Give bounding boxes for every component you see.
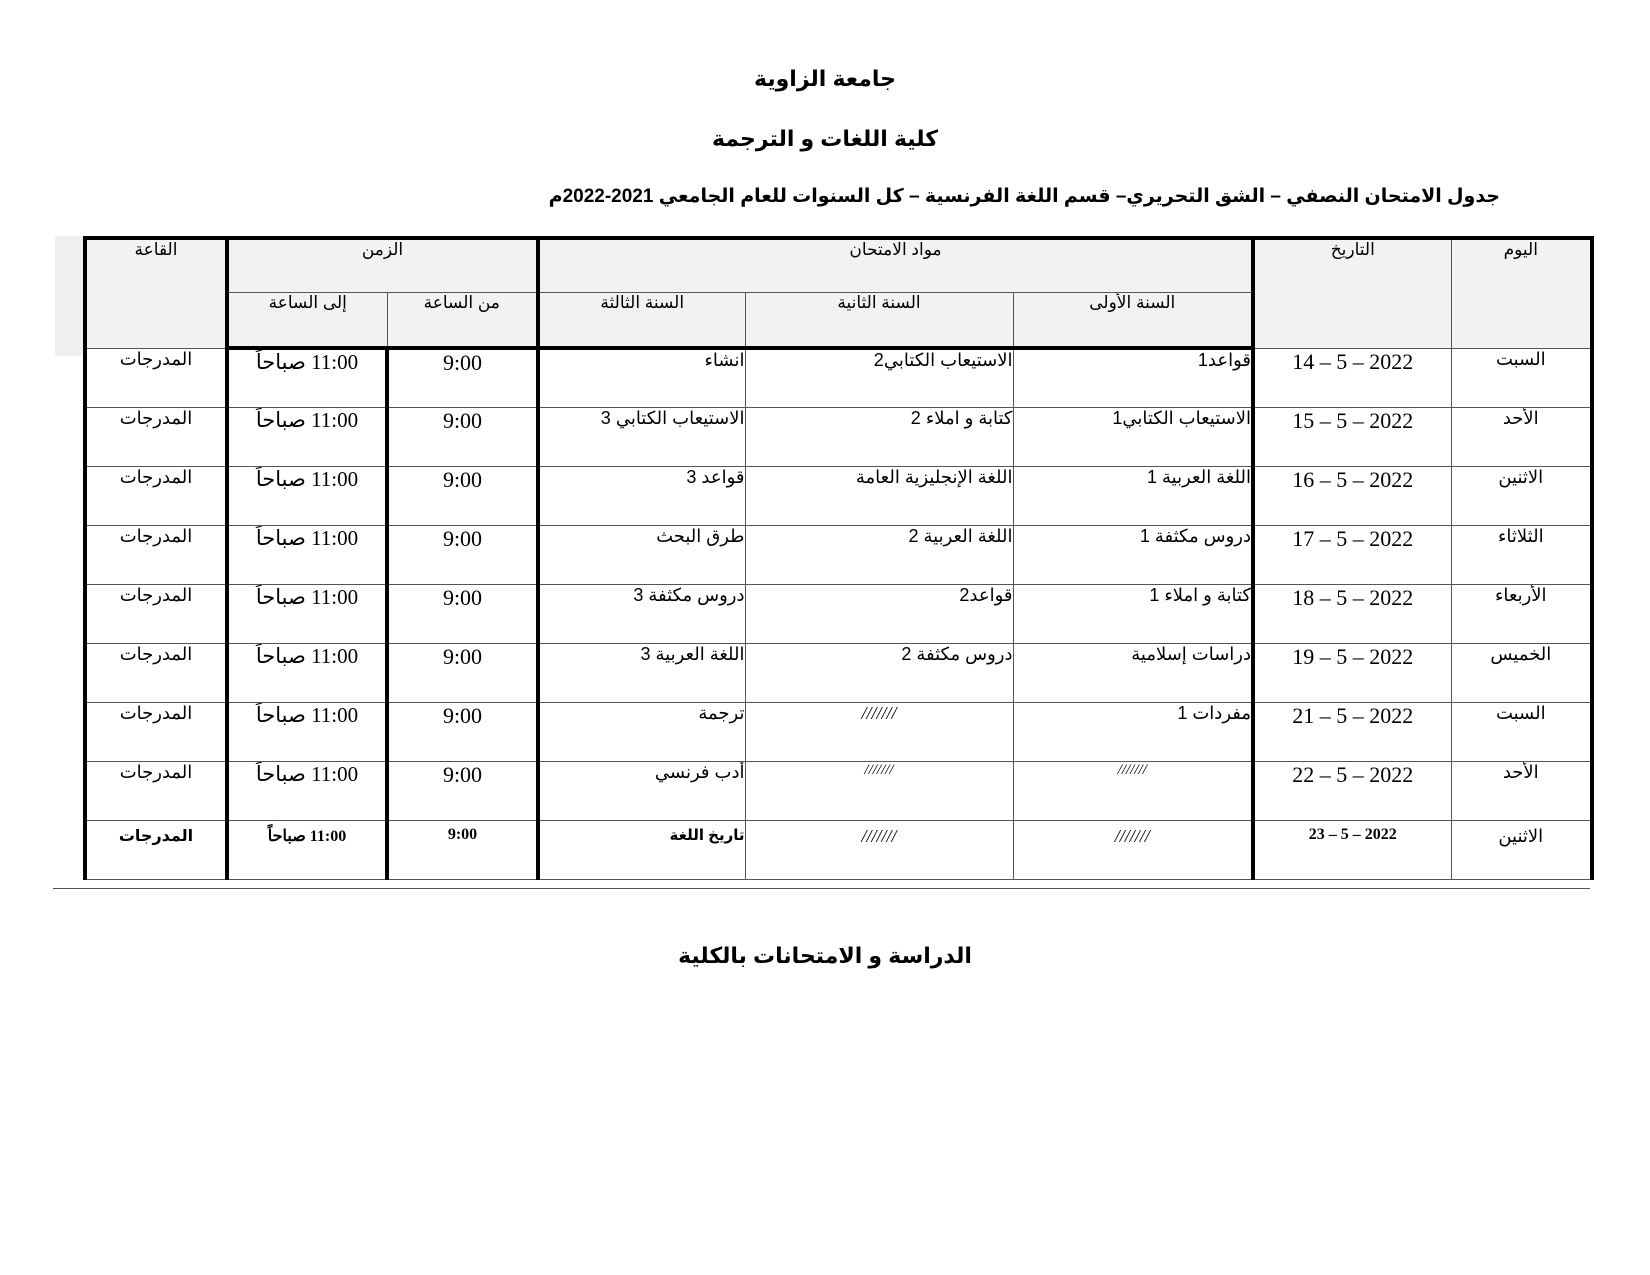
date-cell: 21 – 5 – 2022	[1253, 702, 1451, 761]
to-time-cell: 11:00 صباحاً	[227, 761, 387, 820]
header-year2: السنة الثانية	[745, 293, 1013, 349]
from-time-cell: 9:00	[387, 702, 538, 761]
year2-subject-cell: اللغة العربية 2	[745, 525, 1013, 584]
year2-subject-cell: دروس مكثفة 2	[745, 643, 1013, 702]
from-time-cell: 9:00	[387, 407, 538, 466]
table-row	[85, 525, 1592, 584]
year3-subject-cell: انشاء	[538, 348, 745, 407]
table-row	[85, 348, 1592, 407]
header-date: التاريخ	[1253, 238, 1451, 348]
year1-subject-cell: ///////	[1013, 820, 1253, 879]
table-row	[85, 820, 1592, 879]
to-time-cell: 11:00 صباحاً	[227, 584, 387, 643]
year3-subject-cell: الاستيعاب الكتابي 3	[538, 407, 745, 466]
year2-subject-cell: ///////	[745, 702, 1013, 761]
to-time-cell: 11:00 صباحاً	[227, 466, 387, 525]
day-cell: الثلاثاء	[1451, 525, 1592, 584]
header-subjects: مواد الامتحان	[538, 238, 1253, 293]
hall-cell: المدرجات	[85, 643, 227, 702]
header-from: من الساعة	[387, 293, 538, 349]
year3-subject-cell: طرق البحث	[538, 525, 745, 584]
day-cell: الاثنين	[1451, 820, 1592, 879]
day-cell: السبت	[1451, 348, 1592, 407]
year2-subject-cell: الاستيعاب الكتابي2	[745, 348, 1013, 407]
table-row	[85, 466, 1592, 525]
year3-subject-cell: دروس مكثفة 3	[538, 584, 745, 643]
year2-subject-cell: قواعد2	[745, 584, 1013, 643]
footer-text: الدراسة و الامتحانات بالكلية	[678, 943, 972, 968]
date-cell: 16 – 5 – 2022	[1253, 466, 1451, 525]
table-row	[85, 584, 1592, 643]
year1-subject-cell: دراسات إسلامية	[1013, 643, 1253, 702]
year3-subject-cell: قواعد 3	[538, 466, 745, 525]
date-cell: 14 – 5 – 2022	[1253, 348, 1451, 407]
table-row	[85, 702, 1592, 761]
date-cell: 23 – 5 – 2022	[1253, 820, 1451, 879]
year2-subject-cell: اللغة الإنجليزية العامة	[745, 466, 1013, 525]
hall-cell: المدرجات	[85, 820, 227, 879]
header-year1: السنة الأولى	[1013, 293, 1253, 349]
hall-cell: المدرجات	[85, 584, 227, 643]
to-time-cell: 11:00 صباحاً	[227, 525, 387, 584]
table-row	[85, 643, 1592, 702]
from-time-cell: 9:00	[387, 348, 538, 407]
year1-subject-cell: اللغة العربية 1	[1013, 466, 1253, 525]
year1-subject-cell: دروس مكثفة 1	[1013, 525, 1253, 584]
date-cell: 19 – 5 – 2022	[1253, 643, 1451, 702]
day-cell: الاثنين	[1451, 466, 1592, 525]
from-time-cell: 9:00	[387, 761, 538, 820]
table-row	[85, 761, 1592, 820]
to-time-cell: 11:00 صباحاً	[227, 702, 387, 761]
faculty-name: كلية اللغات و الترجمة	[711, 126, 939, 151]
day-cell: الأحد	[1451, 407, 1592, 466]
date-cell: 18 – 5 – 2022	[1253, 584, 1451, 643]
year2-subject-cell: ///////	[745, 820, 1013, 879]
hall-cell: المدرجات	[85, 761, 227, 820]
from-time-cell: 9:00	[387, 820, 538, 879]
year1-subject-cell: ///////	[1013, 761, 1253, 820]
hall-cell: المدرجات	[85, 702, 227, 761]
year1-subject-cell: قواعد1	[1013, 348, 1253, 407]
table-row	[85, 407, 1592, 466]
header-day: اليوم	[1451, 238, 1592, 348]
header-hall: القاعة	[85, 238, 227, 348]
exam-schedule-table	[83, 236, 1594, 880]
header-time: الزمن	[227, 238, 538, 293]
to-time-cell: 11:00 صباحاً	[227, 643, 387, 702]
header-to: إلى الساعة	[227, 293, 387, 349]
hall-cell: المدرجات	[85, 525, 227, 584]
year2-subject-cell: كتابة و املاء 2	[745, 407, 1013, 466]
hall-cell: المدرجات	[85, 466, 227, 525]
year3-subject-cell: اللغة العربية 3	[538, 643, 745, 702]
date-cell: 17 – 5 – 2022	[1253, 525, 1451, 584]
header-year3: السنة الثالثة	[538, 293, 745, 349]
table-bottom-rule	[53, 888, 1590, 889]
to-time-cell: 11:00 صباحاً	[227, 407, 387, 466]
hall-cell: المدرجات	[85, 348, 227, 407]
from-time-cell: 9:00	[387, 584, 538, 643]
year1-subject-cell: مفردات 1	[1013, 702, 1253, 761]
from-time-cell: 9:00	[387, 466, 538, 525]
day-cell: الأربعاء	[1451, 584, 1592, 643]
from-time-cell: 9:00	[387, 643, 538, 702]
year3-subject-cell: أدب فرنسي	[538, 761, 745, 820]
year1-subject-cell: كتابة و املاء 1	[1013, 584, 1253, 643]
year2-subject-cell: ///////	[745, 761, 1013, 820]
to-time-cell: 11:00 صباحاً	[227, 348, 387, 407]
year3-subject-cell: تاريخ اللغة	[538, 820, 745, 879]
from-time-cell: 9:00	[387, 525, 538, 584]
year1-subject-cell: الاستيعاب الكتابي1	[1013, 407, 1253, 466]
to-time-cell: 11:00 صباحاً	[227, 820, 387, 879]
schedule-title: جدول الامتحان النصفي – الشق التحريري– قسم اللغة الفرنسية – كل السنوات للعام الجامعي 2021-2022م	[548, 186, 1500, 207]
date-cell: 22 – 5 – 2022	[1253, 761, 1451, 820]
day-cell: الأحد	[1451, 761, 1592, 820]
header-shade	[55, 236, 83, 356]
year3-subject-cell: ترجمة	[538, 702, 745, 761]
hall-cell: المدرجات	[85, 407, 227, 466]
date-cell: 15 – 5 – 2022	[1253, 407, 1451, 466]
day-cell: السبت	[1451, 702, 1592, 761]
day-cell: الخميس	[1451, 643, 1592, 702]
university-name: جامعة الزاوية	[754, 66, 896, 91]
